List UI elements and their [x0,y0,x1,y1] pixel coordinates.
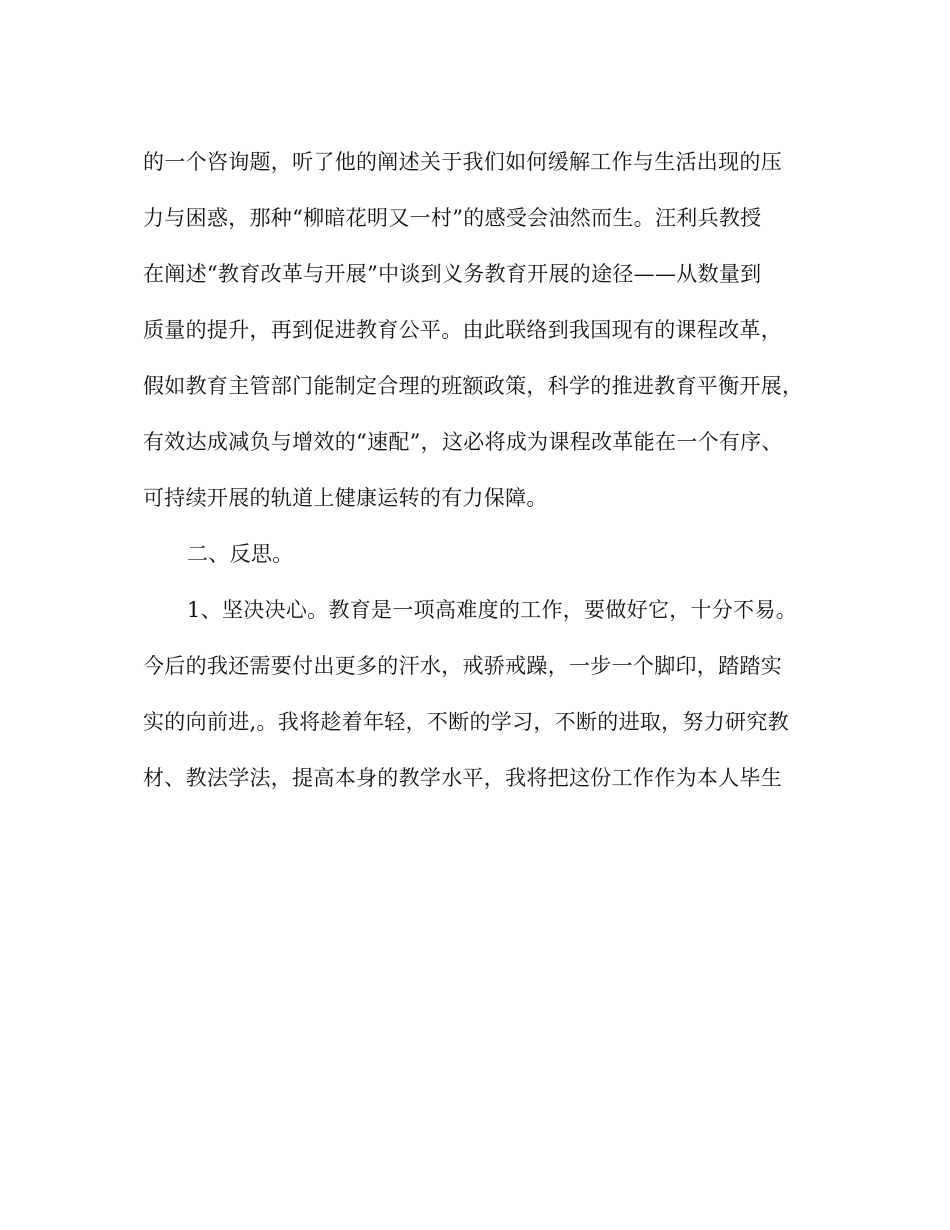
text-line: 可持续开展的轨道上健康运转的有力保障。 [143,486,548,510]
text-line: 假如教育主管部门能制定合理的班额政策，科学的推进教育平衡开展， [143,374,804,398]
text-line: 的一个咨询题，听了他的阐述关于我们如何缓解工作与生活出现的压 [143,150,782,174]
body-text [143,140,823,812]
text-line: 在阐述“教育改革与开展”中谈到义务教育开展的途径——从数量到 [143,262,762,286]
text-line: 实的向前进,。我将趁着年轻，不断的学习，不断的进取，努力研究教 [143,710,789,734]
text-line: 今后的我还需要付出更多的汗水，戒骄戒躁，一步一个脚印，踏踏实 [143,654,782,678]
paragraph-start: 1、坚决决心。教育是一项高难度的工作，要做好它，十分不易。 [187,598,798,622]
section-heading: 二、反思。 [187,542,294,566]
text-line: 力与困惑，那种“柳暗花明又一村”的感受会油然而生。汪利兵教授 [143,206,762,230]
text-line: 质量的提升，再到促进教育公平。由此联络到我国现有的课程改革， [143,318,782,342]
text-line: 有效达成减负与增效的“速配”，这必将成为课程改革能在一个有序、 [143,430,783,454]
text-line: 材、教法学法，提高本身的教学水平，我将把这份工作作为本人毕生 [143,766,782,790]
